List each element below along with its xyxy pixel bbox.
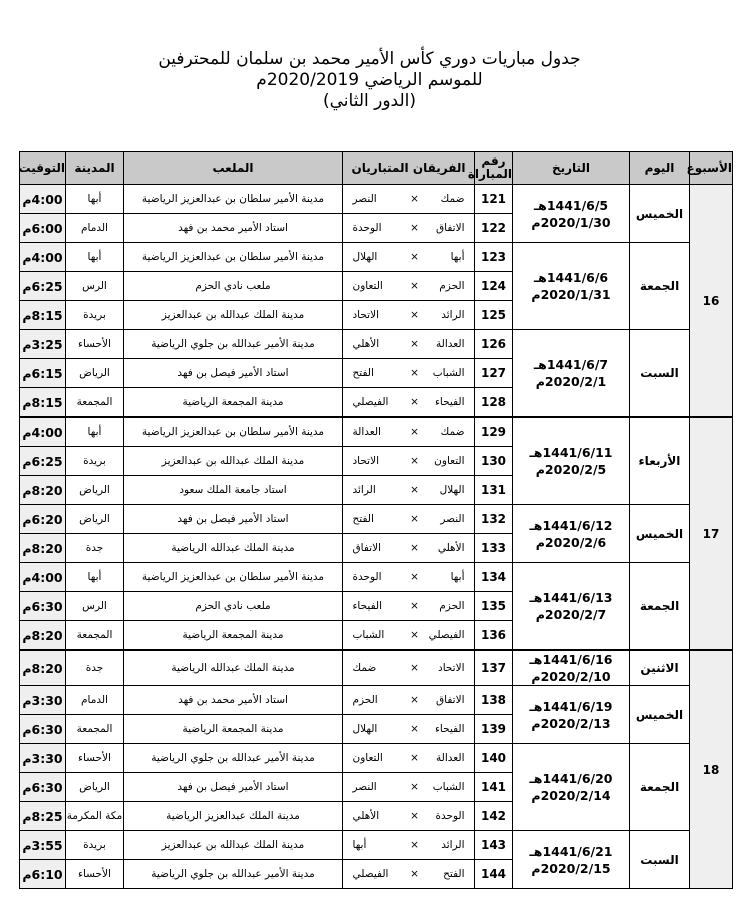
kickoff-time: 6:25م [20,272,66,301]
home-team: الرائد [441,839,465,851]
away-team: الرائد [352,484,376,496]
match-number: 136 [475,621,513,651]
match-number: 144 [475,860,513,889]
match-number: 142 [475,802,513,831]
city-name: بريدة [66,831,124,860]
day-name: السبت [630,330,690,418]
stadium-name: استاد الأمير فيصل بن فهد [124,505,343,534]
table-row [20,185,733,214]
day-name: الخميس [630,185,690,243]
home-team: الاتحاد [438,662,465,674]
city-name: الأحساء [66,860,124,889]
gregorian-date: 2020/1/30م [531,214,611,230]
kickoff-time: 6:30م [20,773,66,802]
teams-cell [343,621,475,651]
week-number: 18 [690,650,733,889]
match-number: 126 [475,330,513,359]
home-team: الاتفاق [436,694,465,706]
match-date [513,417,630,505]
schedule-table [19,151,733,889]
stadium-name: استاد الأمير فيصل بن فهد [124,359,343,388]
match-number: 128 [475,388,513,418]
gregorian-date: 2020/1/31م [531,287,611,302]
away-team: الاتحاد [352,455,379,467]
kickoff-time: 3:55م [20,831,66,860]
home-team: الاتفاق [436,222,465,234]
gregorian-date: 2020/2/14م [531,788,611,803]
kickoff-time: 4:00م [20,243,66,272]
home-team: الشباب [432,367,465,379]
title-line-3: (الدور الثاني) [322,91,417,111]
city-name: المجمعة [66,621,124,651]
table-row [20,650,733,686]
vs-sign: × [410,629,419,641]
header-stadium: الملعب [124,152,343,185]
title-line-1: جدول مباريات دوري كأس الأمير محمد بن سلمان للمحترفين [158,49,581,69]
vs-sign: × [410,868,419,880]
match-date [513,243,630,330]
city-name: الأحساء [66,330,124,359]
vs-sign: × [410,662,419,674]
header-city: المدينة [66,152,124,185]
header-match-number: رقم المباراة [475,152,513,185]
stadium-name: مدينة الأمير سلطان بن عبدالعزيز الرياضية [124,417,343,447]
stadium-name: مدينة الأمير عبدالله بن جلوي الرياضية [124,860,343,889]
day-name: الخميس [630,505,690,563]
match-number: 140 [475,744,513,773]
vs-sign: × [410,694,419,706]
city-name: الرس [66,272,124,301]
kickoff-time: 3:30م [20,744,66,773]
away-team: العدالة [352,426,381,438]
home-team: الهلال [439,484,465,496]
teams-cell [343,272,475,301]
kickoff-time: 8:20م [20,650,66,686]
kickoff-time: 8:25م [20,802,66,831]
city-name: الرس [66,592,124,621]
stadium-name: مدينة المجمعة الرياضية [124,388,343,418]
stadium-name: مدينة الأمير سلطان بن عبدالعزيز الرياضية [124,185,343,214]
teams-cell [343,185,475,214]
teams-cell [343,773,475,802]
away-team: الفيحاء [352,600,383,612]
city-name: بريدة [66,301,124,330]
day-name: الجمعة [630,563,690,651]
home-team: الرائد [441,309,465,321]
city-name: الرياض [66,505,124,534]
vs-sign: × [410,810,419,822]
match-number: 133 [475,534,513,563]
stadium-name: استاد الأمير فيصل بن فهد [124,773,343,802]
kickoff-time: 6:25م [20,447,66,476]
teams-cell [343,715,475,744]
away-team: الفيصلي [352,868,389,880]
day-name: الأربعاء [630,417,690,505]
document-title [0,48,749,140]
vs-sign: × [410,571,419,583]
city-name: الرياض [66,359,124,388]
away-team: النصر [352,193,377,205]
teams-cell [343,359,475,388]
table-row [20,243,733,272]
kickoff-time: 6:15م [20,359,66,388]
city-name: الرياض [66,476,124,505]
match-number: 132 [475,505,513,534]
away-team: الاتفاق [352,542,381,554]
teams-cell [343,650,475,686]
hijri-date: 1441/6/13هـ [529,590,613,605]
teams-cell [343,563,475,592]
stadium-name: مدينة الأمير سلطان بن عبدالعزيز الرياضية [124,563,343,592]
kickoff-time: 4:00م [20,563,66,592]
match-number: 124 [475,272,513,301]
stadium-name: مدينة الأمير عبدالله بن جلوي الرياضية [124,330,343,359]
teams-cell [343,592,475,621]
kickoff-time: 6:20م [20,505,66,534]
teams-cell [343,831,475,860]
home-team: الفيحاء [434,723,465,735]
kickoff-time: 8:20م [20,621,66,651]
away-team: الأهلي [352,338,380,350]
stadium-name: مدينة الملك عبدالله بن عبدالعزيز [124,301,343,330]
match-number: 137 [475,650,513,686]
vs-sign: × [410,484,419,496]
kickoff-time: 4:00م [20,185,66,214]
home-team: الحزم [439,600,465,612]
match-number: 121 [475,185,513,214]
match-date [513,505,630,563]
match-date [513,686,630,744]
vs-sign: × [410,280,419,292]
title-line-2: للموسم الرياضي 2020/2019م [256,70,483,90]
home-team: الفيحاء [434,396,465,408]
table-row [20,505,733,534]
away-team: أبها [352,839,367,851]
home-team: ضمك [440,426,465,438]
hijri-date: 1441/6/16هـ [529,652,613,667]
hijri-date: 1441/6/12هـ [529,517,613,533]
header-row [20,152,733,185]
home-team: العدالة [436,338,465,350]
hijri-date: 1441/6/21هـ [529,843,613,859]
hijri-date: 1441/6/20هـ [529,771,613,786]
teams-cell [343,476,475,505]
away-team: الشباب [352,629,385,641]
day-name: الاثنين [630,650,690,686]
away-team: الفتح [352,367,374,379]
away-team: النصر [352,781,377,793]
day-name: السبت [630,831,690,889]
city-name: الدمام [66,214,124,243]
match-date [513,185,630,243]
vs-sign: × [410,600,419,612]
teams-cell [343,330,475,359]
header-date: التاريخ [513,152,630,185]
away-team: الهلال [352,251,378,263]
kickoff-time: 3:25م [20,330,66,359]
header-day: اليوم [630,152,690,185]
stadium-name: مدينة الأمير عبدالله بن جلوي الرياضية [124,744,343,773]
table-row [20,744,733,773]
hijri-date: 1441/6/6هـ [533,270,609,285]
teams-cell [343,860,475,889]
stadium-name: استاد جامعة الملك سعود [124,476,343,505]
vs-sign: × [410,455,419,467]
city-name: أبها [66,563,124,592]
vs-sign: × [410,309,419,321]
stadium-name: مدينة الملك عبدالله الرياضية [124,650,343,686]
city-name: أبها [66,417,124,447]
away-team: الحزم [352,694,378,706]
teams-cell [343,388,475,418]
stadium-name: مدينة الملك عبدالله الرياضية [124,534,343,563]
city-name: أبها [66,243,124,272]
away-team: الاتحاد [352,309,379,321]
gregorian-date: 2020/2/13م [531,715,611,731]
stadium-name: استاد الأمير محمد بن فهد [124,214,343,243]
home-team: الفيصلي [428,629,465,641]
match-number: 139 [475,715,513,744]
stadium-name: مدينة المجمعة الرياضية [124,621,343,651]
away-team: الوحدة [352,571,382,583]
match-number: 135 [475,592,513,621]
away-team: التعاون [352,752,383,764]
kickoff-time: 6:30م [20,592,66,621]
hijri-date: 1441/6/19هـ [529,698,613,714]
day-name: الخميس [630,686,690,744]
gregorian-date: 2020/2/1م [535,374,607,389]
home-team: الفتح [443,868,465,880]
kickoff-time: 6:30م [20,715,66,744]
away-team: الوحدة [352,222,382,234]
home-team: الحزم [439,280,465,292]
vs-sign: × [410,723,419,735]
match-number: 138 [475,686,513,715]
header-teams: الفريقان المتباريان [343,152,475,185]
home-team: ضمك [440,193,465,205]
city-name: المجمعة [66,388,124,418]
stadium-name: ملعب نادي الحزم [124,272,343,301]
city-name: بريدة [66,447,124,476]
vs-sign: × [410,752,419,764]
vs-sign: × [410,426,419,438]
stadium-name: استاد الأمير محمد بن فهد [124,686,343,715]
match-number: 122 [475,214,513,243]
away-team: ضمك [352,662,377,674]
teams-cell [343,802,475,831]
match-number: 131 [475,476,513,505]
match-number: 130 [475,447,513,476]
hijri-date: 1441/6/5هـ [533,197,609,213]
gregorian-date: 2020/2/6م [535,534,607,550]
vs-sign: × [410,542,419,554]
table-row [20,686,733,715]
away-team: الفتح [352,513,374,525]
hijri-date: 1441/6/11هـ [529,445,613,460]
hijri-date: 1441/6/7هـ [533,357,609,372]
header-time: التوقيت [20,152,66,185]
vs-sign: × [410,193,419,205]
teams-cell [343,744,475,773]
gregorian-date: 2020/2/5م [535,462,607,477]
home-team: الوحدة [435,810,465,822]
teams-cell [343,534,475,563]
kickoff-time: 8:20م [20,476,66,505]
teams-cell [343,301,475,330]
home-team: الأهلي [437,542,465,554]
city-name: أبها [66,185,124,214]
table-row [20,563,733,592]
teams-cell [343,447,475,476]
city-name: جدة [66,650,124,686]
kickoff-time: 4:00م [20,417,66,447]
stadium-name: مدينة الملك عبدالله بن عبدالعزيز [124,831,343,860]
match-number: 143 [475,831,513,860]
kickoff-time: 8:15م [20,388,66,418]
kickoff-time: 6:10م [20,860,66,889]
city-name: الدمام [66,686,124,715]
gregorian-date: 2020/2/15م [531,860,611,876]
kickoff-time: 8:20م [20,534,66,563]
match-date [513,563,630,651]
week-number: 17 [690,417,733,650]
home-team: العدالة [436,752,465,764]
kickoff-time: 3:30م [20,686,66,715]
table-row [20,330,733,359]
table-row [20,831,733,860]
match-date [513,330,630,418]
day-name: الجمعة [630,243,690,330]
match-number: 134 [475,563,513,592]
week-number: 16 [690,185,733,418]
kickoff-time: 6:00م [20,214,66,243]
table-row [20,417,733,447]
teams-cell [343,686,475,715]
city-name: الأحساء [66,744,124,773]
away-team: التعاون [352,280,383,292]
vs-sign: × [410,251,419,263]
kickoff-time: 8:15م [20,301,66,330]
city-name: الرياض [66,773,124,802]
home-team: أبها [450,571,465,583]
teams-cell [343,243,475,272]
city-name: المجمعة [66,715,124,744]
vs-sign: × [410,396,419,408]
stadium-name: ملعب نادي الحزم [124,592,343,621]
gregorian-date: 2020/2/7م [535,607,607,622]
schedule-body [20,185,733,889]
vs-sign: × [410,338,419,350]
vs-sign: × [410,513,419,525]
header-week: الأسبوع [690,152,733,185]
away-team: الأهلي [352,810,380,822]
home-team: أبها [450,251,465,263]
home-team: النصر [440,513,465,525]
match-number: 141 [475,773,513,802]
away-team: الفيصلي [352,396,389,408]
city-name: جدة [66,534,124,563]
match-date [513,650,630,686]
stadium-name: مدينة الملك عبدالله بن عبدالعزيز [124,447,343,476]
vs-sign: × [410,781,419,793]
home-team: التعاون [434,455,465,467]
stadium-name: مدينة الأمير سلطان بن عبدالعزيز الرياضية [124,243,343,272]
stadium-name: مدينة الملك عبدالعزيز الرياضية [124,802,343,831]
vs-sign: × [410,839,419,851]
teams-cell [343,214,475,243]
match-date [513,831,630,889]
match-number: 125 [475,301,513,330]
vs-sign: × [410,367,419,379]
stadium-name: مدينة المجمعة الرياضية [124,715,343,744]
match-number: 127 [475,359,513,388]
match-date [513,744,630,831]
match-number: 129 [475,417,513,447]
teams-cell [343,505,475,534]
vs-sign: × [410,222,419,234]
day-name: الجمعة [630,744,690,831]
teams-cell [343,417,475,447]
home-team: الشباب [432,781,465,793]
city-name: مكة المكرمة [66,802,124,831]
gregorian-date: 2020/2/10م [531,669,611,684]
away-team: الهلال [352,723,378,735]
match-number: 123 [475,243,513,272]
